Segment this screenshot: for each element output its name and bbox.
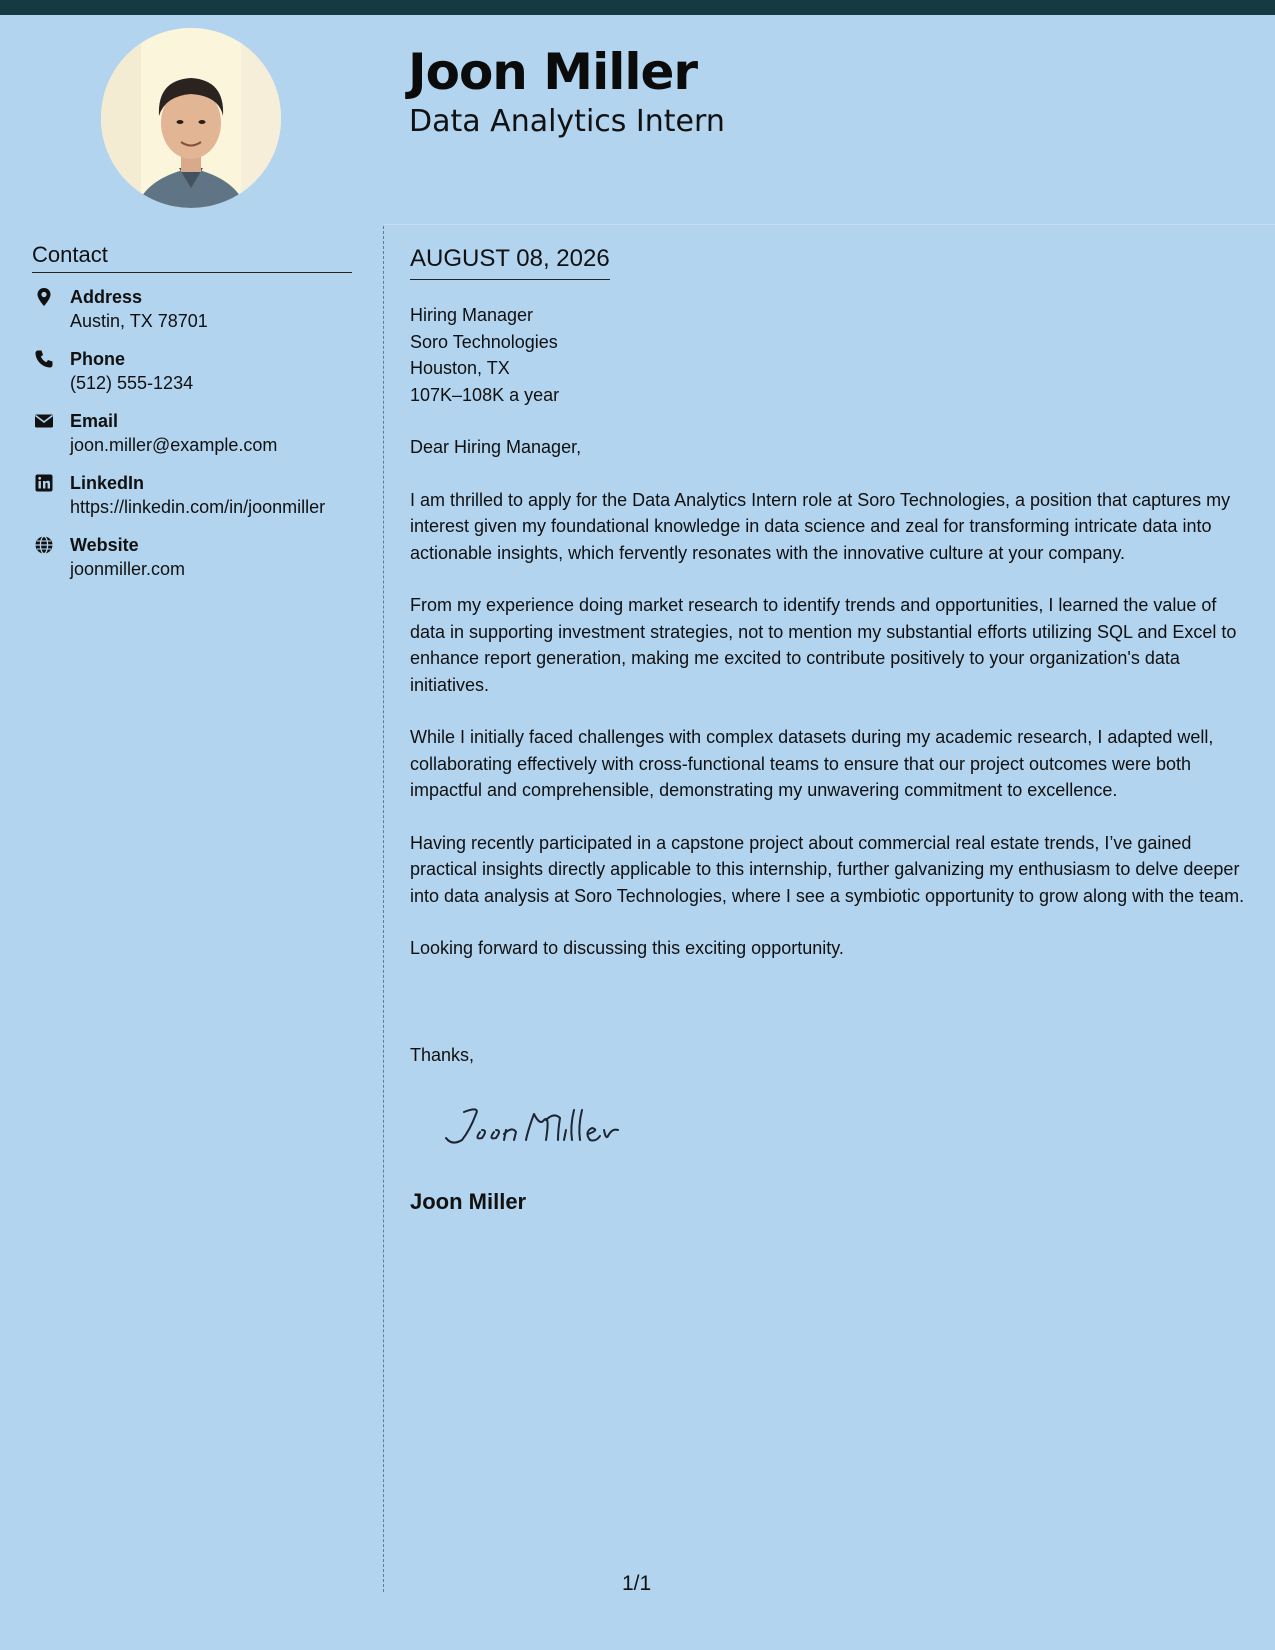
salutation: Dear Hiring Manager, [410, 437, 582, 457]
job-title: Data Analytics Intern [409, 104, 725, 139]
body-paragraph: Having recently participated in a capstone project about commercial real estate trends, I’ve gained practical insights directly applicable to this internship, further galvanizing my enthusiasm to delve deeper into data analysis at Soro Technologies, where I see a symbiotic opportunity to grow along with the team. [410, 832, 1245, 906]
header-divider [384, 224, 1275, 225]
contact-label: Email [70, 411, 119, 431]
contact-linkedin [32, 471, 352, 519]
contact-label: LinkedIn [70, 473, 145, 493]
closing-line: Looking forward to discussing this exciting opportunity. [410, 938, 844, 958]
top-bar [0, 0, 1275, 15]
body-paragraph: I am thrilled to apply for the Data Analytics Intern role at Soro Technologies, a position that captures my interest given my foundational knowledge in data science and zeal for transforming intricate data into actionable insights, which fervently resonates with the innovative culture at your company. [410, 489, 1231, 563]
column-divider [383, 226, 384, 1592]
globe-icon [34, 535, 54, 555]
letter-date: AUGUST 08, 2026 [410, 243, 610, 280]
contact-address [32, 285, 352, 333]
contact-label: Address [70, 287, 143, 307]
page-number: 1/1 [622, 1572, 652, 1595]
contact-value[interactable]: https://linkedin.com/in/joonmiller [70, 497, 326, 517]
applicant-name: Joon Miller [408, 43, 698, 101]
contact-email [32, 409, 352, 457]
contact-value: joon.miller@example.com [70, 435, 278, 455]
contact-value: (512) 555-1234 [70, 373, 194, 393]
contact-value[interactable]: joonmiller.com [70, 559, 186, 579]
recipient-line: 107K–108K a year [410, 384, 560, 405]
recipient-line: Houston, TX [410, 358, 510, 378]
recipient-block [410, 302, 1250, 408]
body-paragraph: From my experience doing market research to identify trends and opportunities, I learned the value of data in supporting investment strategies, not to mention my substantial efforts utilizing SQL and Excel to enhance report generation, making me excited to contribute positively to your organization's data initiatives. [410, 595, 1237, 695]
recipient-line: Hiring Manager [410, 305, 534, 325]
profile-photo [101, 28, 281, 208]
signoff: Thanks, [410, 1045, 475, 1065]
contact-label: Website [70, 535, 139, 555]
contact-heading: Contact [32, 241, 352, 273]
map-pin-icon [34, 287, 54, 307]
contact-phone [32, 347, 352, 395]
handwritten-signature [440, 1100, 640, 1155]
envelope-icon [34, 411, 54, 431]
signer-name: Joon Miller [410, 1189, 527, 1214]
contact-value: Austin, TX 78701 [70, 311, 208, 331]
letter-body [410, 302, 1250, 962]
body-paragraph: While I initially faced challenges with complex datasets during my academic research, I adapted well, collaborating effectively with cross-functional teams to ensure that our project outcomes were both impactful and comprehensible, demonstrating my unwavering commitment to excellence. [410, 727, 1214, 800]
phone-icon [34, 349, 54, 369]
recipient-line: Soro Technologies [410, 331, 558, 352]
contact-website [32, 533, 352, 581]
linkedin-icon [34, 473, 54, 493]
contact-label: Phone [70, 349, 126, 369]
contact-list [32, 285, 352, 595]
